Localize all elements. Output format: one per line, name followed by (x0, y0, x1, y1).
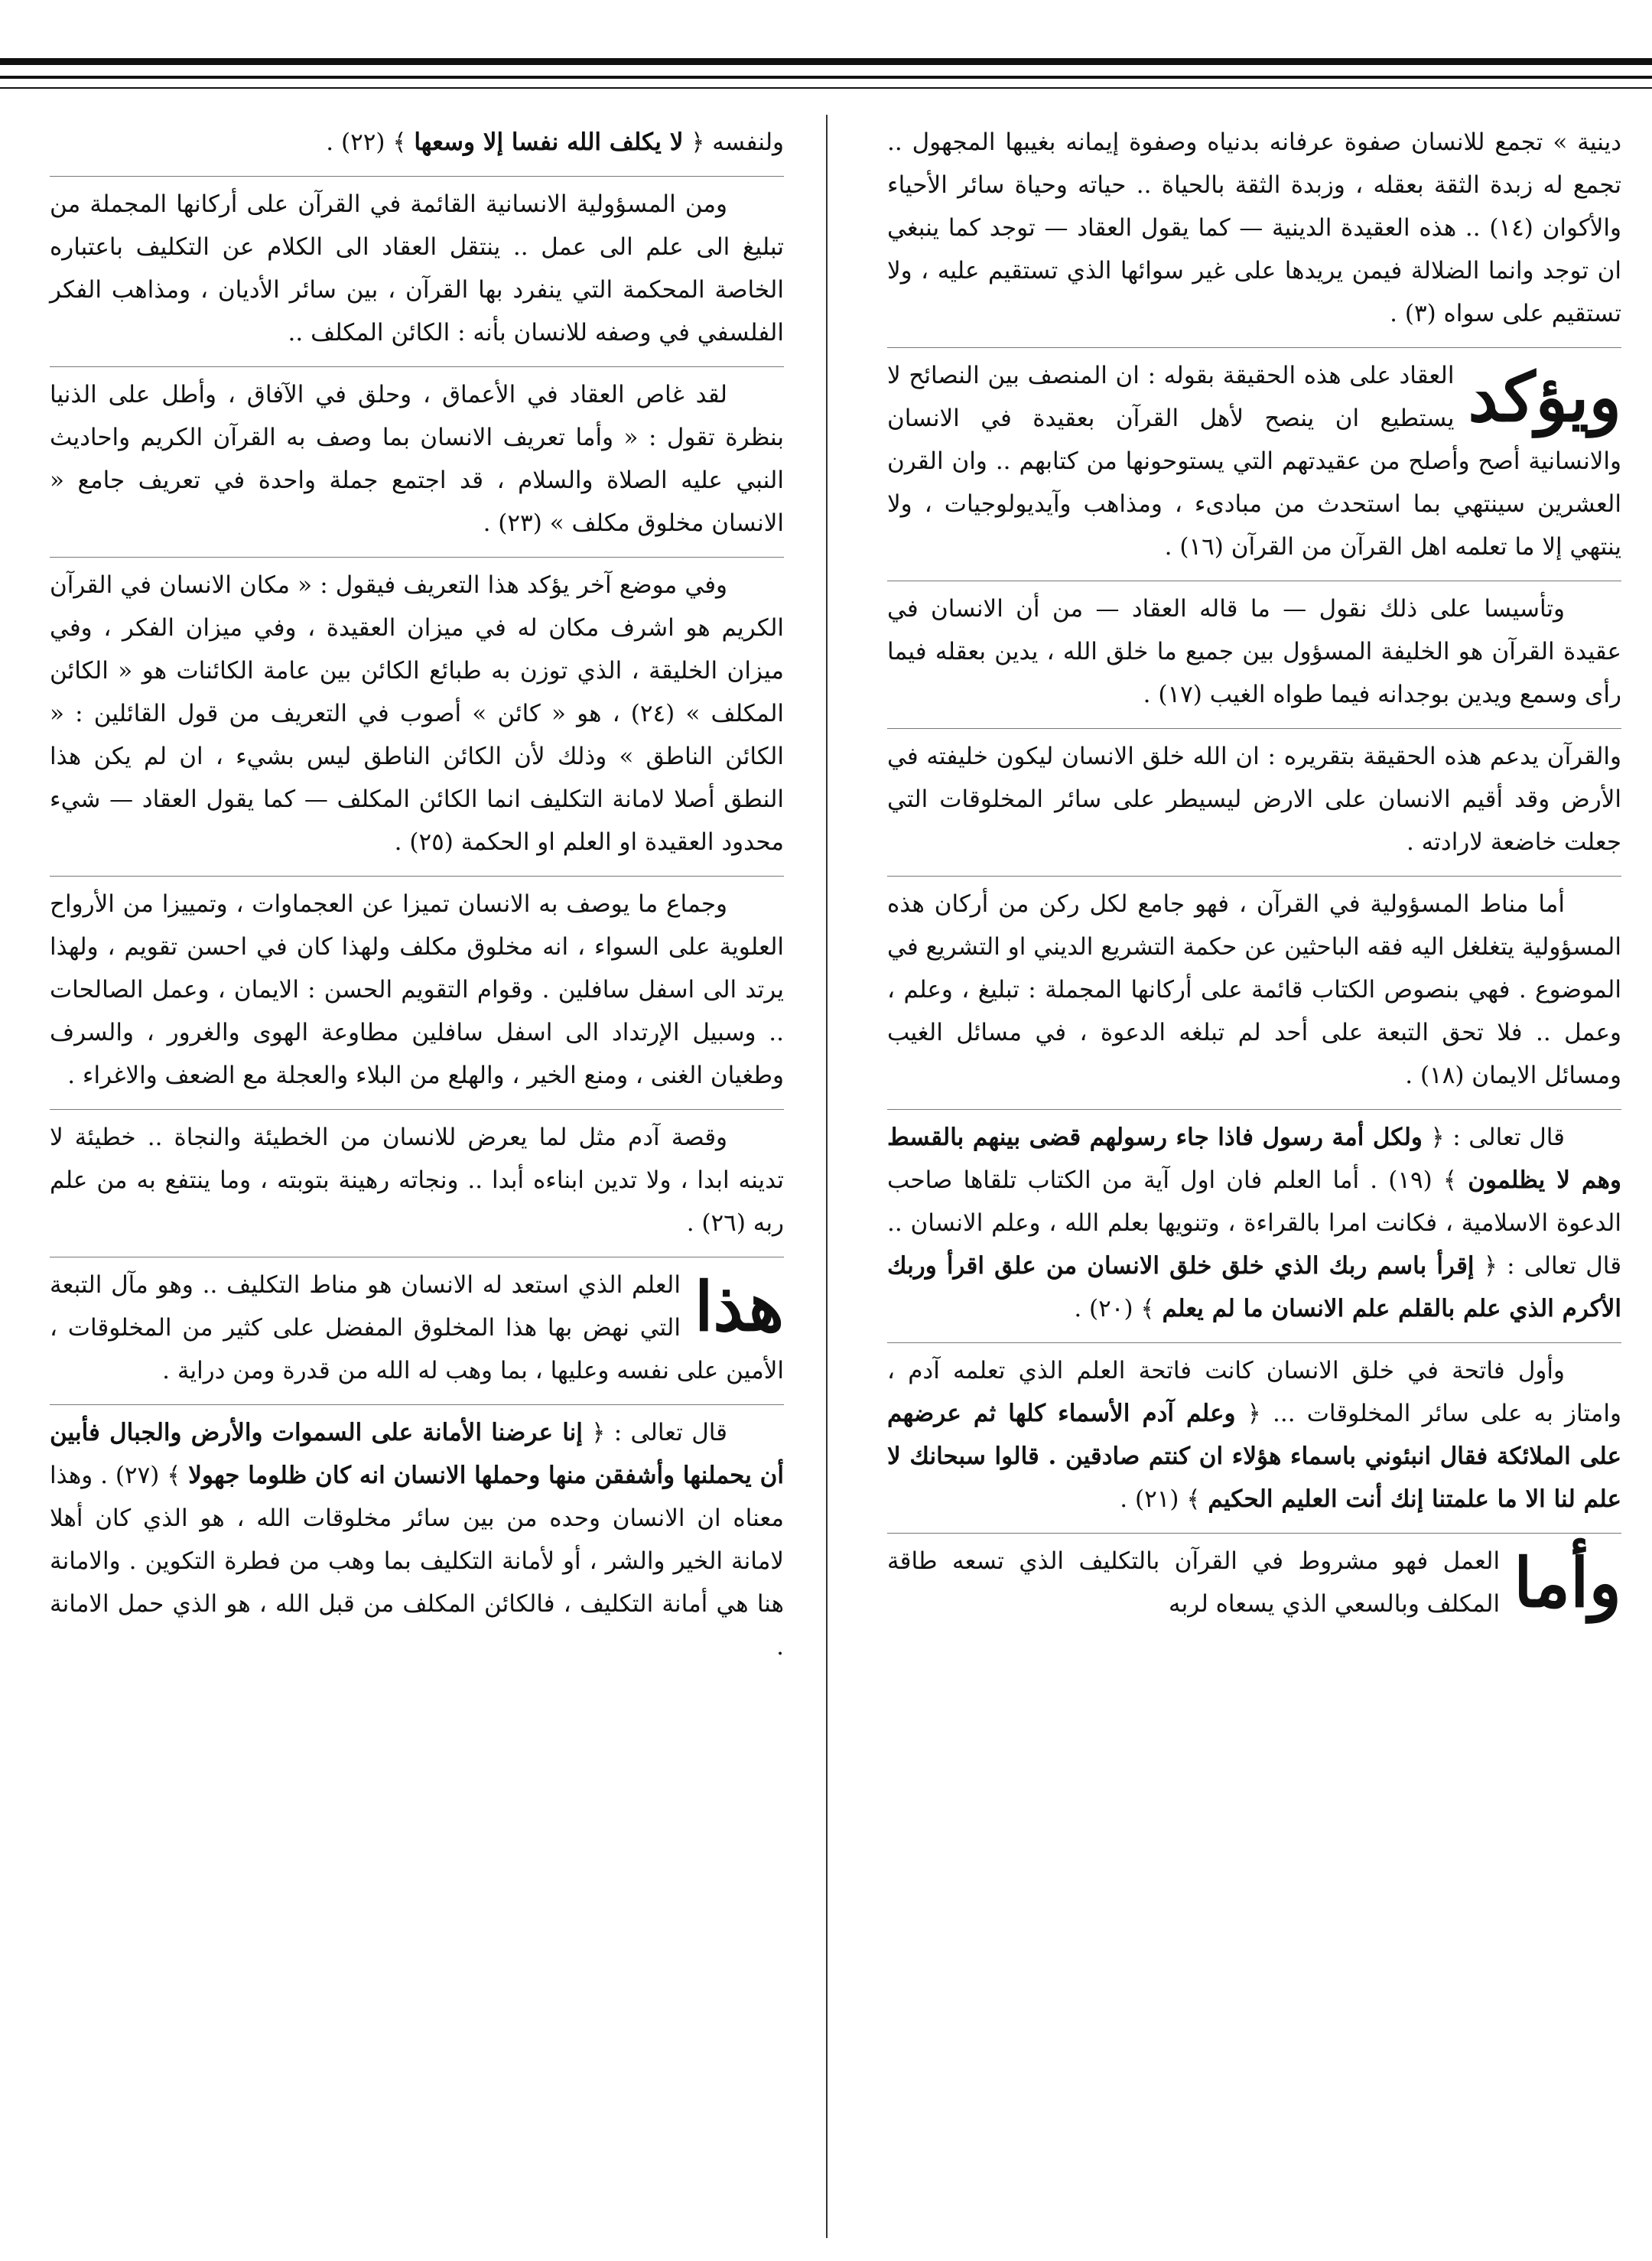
text-run: ﴾ (٢١) . (1120, 1485, 1208, 1513)
header-rule-medium (0, 76, 1652, 79)
paragraph-quran-verse (887, 1343, 1621, 1534)
verse-text: وعلم آدم الأسماء كلها ثم عرضهم على الملائكة فقال انبئوني باسماء هؤلاء ان كنتم صادقين . قالوا سبحانك لا علم لنا الا ما علمتنا إنك أنت العليم الحكيم (887, 1400, 1621, 1513)
paragraph: وجماع ما يوصف به الانسان تميزا عن العجماوات ، وتمييزا من الأرواح العلوية على السواء ، انه مخلوق مكلف ولهذا كان في احسن تقويم ، ولهذا يرتد الى اسفل سافلين . وقوام التقويم الحسن : الايمان ، وعمل الصالحات .. وسبيل الإرتداد الى اسفل سافلين مطاوعة الهوى والغرور ، والسرف وطغيان الغنى ، ومنع الخير ، والهلع من البلاء والعجلة مع الضعف والاغراء . (50, 877, 784, 1110)
header-rule-thin (0, 87, 1652, 89)
paragraph: والقرآن يدعم هذه الحقيقة بتقريره : ان الله خلق الانسان ليكون خليفته في الأرض وقد أقيم الانسان على الارض ليسيطر على سائر المخلوقات التي جعلت خاضعة لارادته . (887, 729, 1621, 877)
paragraph-dropcap (887, 348, 1621, 581)
drop-cap-word: هذا (694, 1267, 784, 1346)
paragraph-text: العلم الذي استعد له الانسان هو مناط التكليف .. وهو مآل التبعة التي نهض بها هذا المخلوق المفضل على كثير من المخلوقات ، الأمين على نفسه وعليها ، بما وهب له الله من قدرة ومن دراية . (50, 1271, 784, 1384)
verse-text: إقرأ باسم ربك الذي خلق خلق الانسان من علق اقرأ وربك الأكرم الذي علم بالقلم علم الانسان ما لم يعلم (887, 1252, 1621, 1322)
paragraph-dropcap (887, 1534, 1621, 1638)
paragraph: ومن المسؤولية الانسانية القائمة في القرآن على أركانها المجملة من تبليغ الى علم الى عمل .. ينتقل العقاد الى الكلام عن التكليف باعتباره الخاصة المحكمة التي ينفرد بها القرآن ، بين سائر الأديان ، ومذاهب الفكر الفلسفي في وصفه للانسان بأنه : الكائن المكلف .. (50, 177, 784, 367)
text-run: وأول فاتحة في خلق الانسان كانت فاتحة العلم الذي تعلمه آدم ، وامتاز به على سائر المخلوقات ... ﴿ (887, 1357, 1621, 1427)
paragraph-dropcap (50, 1257, 784, 1405)
verse-text: ولكل أمة رسول فاذا جاء رسولهم قضى بينهم بالقسط وهم لا يظلمون (887, 1124, 1621, 1194)
paragraph-quran-verse (50, 115, 784, 177)
text-run: قال تعالى : ﴿ (582, 1419, 727, 1446)
verse-text: إنا عرضنا الأمانة على السموات والأرض والجبال فأبين أن يحملنها وأشفقن منها وحملها الانسان انه كان ظلوما جهولا (50, 1419, 784, 1489)
left-column (50, 115, 784, 1680)
drop-cap-word: وأما (1514, 1543, 1621, 1622)
paragraph: وفي موضع آخر يؤكد هذا التعريف فيقول : « مكان الانسان في القرآن الكريم هو اشرف مكان له في ميزان العقيدة ، وفي ميزان الفكر ، وفي ميزان الخليقة ، الذي توزن به طبائع الكائن بين عامة الكائنات هو « الكائن المكلف » (٢٤) ، هو « كائن » أصوب في التعريف من قول القائلين : « الكائن الناطق » وذلك لأن الكائن الناطق ليس بشيء ، ان لم يكن هذا النطق أصلا لامانة التكليف انما الكائن المكلف — كما يقول العقاد — شيء محدود العقيدة او العلم او الحكمة (٢٥) . (50, 558, 784, 877)
paragraph-quran-verse (887, 1110, 1621, 1343)
paragraph-text: العقاد على هذه الحقيقة بقوله : ان المنصف بين النصائح لا يستطيع ان ينصح لأهل القرآن بعقيدة في الانسان والانسانية أصح وأصلح من عقيدتهم التي يستوحونها من كتابهم .. وان القرن العشرين سينتهي بما استحدث من مبادىء ، ومذاهب وآيديولوجيات ، ولا ينتهي إلا ما تعلمه اهل القرآن من القرآن (١٦) . (887, 362, 1621, 561)
drop-cap-word: ويؤكد (1468, 357, 1621, 437)
text-run: ولنفسه ﴿ (683, 129, 784, 156)
text-run: قال تعالى : ﴿ (1422, 1124, 1566, 1151)
header-rule-thick (0, 58, 1652, 65)
text-run: ﴾ (١٩) . أما العلم فان اول آية من الكتاب تلقاها صاحب الدعوة الاسلامية ، فكانت امرا بالقراءة ، وتنويها بعلم الله ، وعلم الانسان .. قال تعالى : ﴿ (887, 1166, 1622, 1280)
paragraph-text: العمل فهو مشروط في القرآن بالتكليف الذي تسعه طاقة المكلف وبالسعي الذي يسعاه لربه (887, 1547, 1501, 1618)
paragraph: أما مناط المسؤولية في القرآن ، فهو جامع لكل ركن من أركان هذه المسؤولية يتغلغل اليه فقه الباحثين عن حكمة التشريع الديني او التشريع في الموضوع . فهي بنصوص الكتاب قائمة على أركانها المجملة : تبليغ ، وعلم ، وعمل .. فلا تحق التبعة على أحد لم تبلغه الدعوة ، في مسائل الغيب ومسائل الايمان (١٨) . (887, 877, 1621, 1110)
text-run: ﴾ (٢٠) . (1074, 1295, 1163, 1322)
paragraph: وقصة آدم مثل لما يعرض للانسان من الخطيئة والنجاة .. خطيئة لا تدينه ابدا ، ولا تدين ابناءه أبدا .. ونجاته رهينة بتوبته ، وما ينتفع به من علم ربه (٢٦) . (50, 1110, 784, 1257)
text-run: ﴾ (٢٢) . (326, 129, 415, 156)
paragraph: لقد غاص العقاد في الأعماق ، وحلق في الآفاق ، وأطل على الذنيا بنظرة تقول : « وأما تعريف الانسان بما وصف به القرآن الكريم واحاديث النبي عليه الصلاة والسلام ، قد اجتمع جملة واحدة في تعريف جامع « الانسان مخلوق مكلف » (٢٣) . (50, 367, 784, 558)
paragraph: وتأسيسا على ذلك نقول — ما قاله العقاد — من أن الانسان في عقيدة القرآن هو الخليفة المسؤول بين جميع ما خلق الله ، يدين بعقله فيما رأى وسمع ويدين بوجدانه فيما طواه الغيب (١٧) . (887, 581, 1621, 729)
column-divider (826, 115, 828, 2238)
paragraph-quran-verse (50, 1405, 784, 1680)
text-run: ﴾ (٢٧) . وهذا معناه ان الانسان وحده من بين سائر مخلوقات الله ، هو الذي كان أهلا لامانة الخير والشر ، أو لأمانة التكليف بما وهب من فطرة التكوين . والامانة هنا هي أمانة التكليف ، فالكائن المكلف من قبل الله ، هو الذي حمل الامانة . (50, 1462, 784, 1661)
verse-text: لا يكلف الله نفسا إلا وسعها (414, 129, 684, 156)
right-column (887, 115, 1621, 1638)
paragraph: دينية » تجمع للانسان صفوة عرفانه بدنياه وصفوة إيمانه بغيبها المجهول .. تجمع له زبدة الثقة بعقله ، وزبدة الثقة بالحياة .. حياته وحياة سائر الأحياء والأكوان (١٤) .. هذه العقيدة الدينية — كما يقول العقاد — توجد كما ينبغي ان توجد وانما الضلالة فيمن يريدها على غير سوائها الذي تستقيم عليه ، ولا تستقيم على سواه (٣) . (887, 115, 1621, 348)
